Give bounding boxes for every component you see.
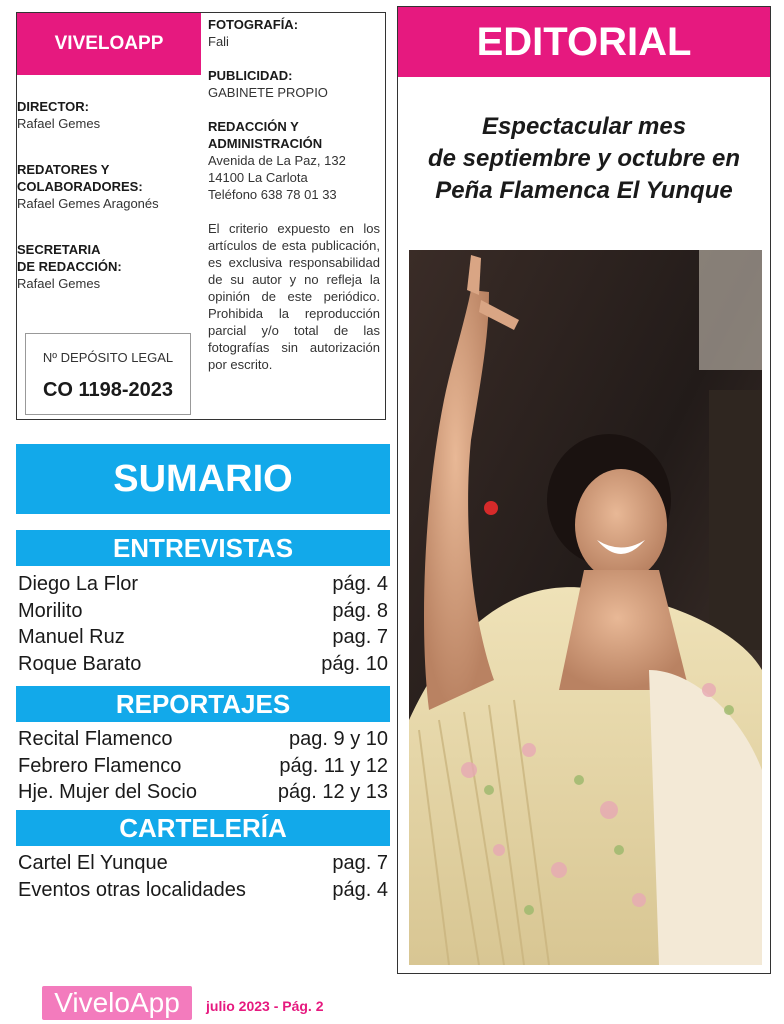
director-block: [17, 98, 199, 132]
advertising-value: GABINETE PROPIO: [208, 85, 328, 100]
headline-line-2: de septiembre y octubre en: [427, 145, 741, 172]
photography-value: Fali: [208, 34, 229, 49]
item-page: pág. 12 y 13: [277, 781, 388, 803]
section-header-listings: CARTELERÍA: [16, 810, 390, 846]
item-title: Manuel Ruz: [18, 626, 125, 648]
masthead-right-column: [208, 16, 380, 373]
item-page: pág. 8: [332, 599, 388, 622]
list-item[interactable]: [18, 598, 388, 625]
address-line-1: Avenida de La Paz, 132: [208, 153, 346, 168]
list-item[interactable]: [18, 571, 388, 598]
item-page: pag. 7: [332, 852, 388, 874]
item-page: pag. 7: [332, 626, 388, 648]
advertising-block: [208, 67, 380, 101]
address-line-2: 14100 La Carlota: [208, 170, 308, 185]
legal-deposit-box: [25, 333, 191, 415]
page-number: julio 2023 - Pág. 2: [206, 998, 324, 1014]
item-page: pág. 10: [321, 652, 388, 675]
list-item[interactable]: [18, 726, 388, 753]
photography-label: FOTOGRAFÍA:: [208, 17, 299, 32]
editorial-headline: [404, 111, 764, 207]
interviews-list: [18, 571, 388, 677]
item-title: Eventos otras localidades: [18, 878, 246, 901]
editorial-title: EDITORIAL: [398, 7, 770, 77]
legal-deposit-label: Nº DEPÓSITO LEGAL: [42, 350, 174, 365]
editors-block: [17, 161, 199, 212]
item-title: Diego La Flor: [18, 573, 139, 595]
item-page: pág. 4: [332, 878, 388, 901]
section-header-reports: REPORTAJES: [16, 686, 390, 722]
item-title: Recital Flamenco: [18, 728, 173, 750]
flamenco-dancer-photo: [409, 250, 762, 965]
secretary-label-line-1: SECRETARIA: [17, 242, 101, 257]
list-item[interactable]: [18, 779, 388, 806]
phone-number: Teléfono 638 78 01 33: [208, 187, 337, 202]
listings-list: [18, 850, 388, 903]
summary-title: SUMARIO: [16, 444, 390, 514]
headline-line-1: Espectacular mes: [481, 113, 687, 140]
administration-label-line-1: REDACCIÓN Y: [208, 119, 299, 134]
brand-label: VIVELOAPP: [17, 13, 201, 75]
list-item[interactable]: [18, 753, 388, 780]
headline-line-3: Peña Flamenca El Yunque: [435, 177, 733, 204]
masthead-left-column: [17, 98, 199, 321]
secretary-value: Rafael Gemes: [17, 276, 101, 291]
flamenco-dancer-illustration: [409, 250, 762, 965]
editors-label-line-2: COLABORADORES:: [17, 179, 143, 194]
legal-deposit-number: CO 1198-2023: [42, 379, 174, 401]
advertising-label: PUBLICIDAD:: [208, 68, 293, 83]
item-title: Hje. Mujer del Socio: [18, 781, 197, 803]
item-title: Morilito: [18, 599, 83, 622]
editors-label-line-1: REDATORES Y: [17, 162, 110, 177]
director-label: DIRECTOR:: [17, 99, 89, 114]
disclaimer-text: El criterio expuesto en los artículos de esta publicación, es exclusiva responsabilidad de su autor y no refleja la opinión de este periódico. Prohibida la reproducción parcial y/o total de las fotografías sin autorización por escrito.: [208, 221, 380, 372]
footer-logo: ViveloApp: [42, 986, 192, 1020]
secretary-block: [17, 241, 199, 292]
item-page: pag. 9 y 10: [289, 728, 388, 750]
list-item[interactable]: [18, 850, 388, 877]
administration-block: [208, 118, 380, 203]
section-header-interviews: ENTREVISTAS: [16, 530, 390, 566]
item-page: pág. 4: [332, 573, 388, 595]
masthead-box: [16, 12, 386, 420]
secretary-label-line-2: DE REDACCIÓN:: [17, 259, 122, 274]
editors-value: Rafael Gemes Aragonés: [17, 196, 159, 211]
reports-list: [18, 726, 388, 806]
item-title: Cartel El Yunque: [18, 852, 168, 874]
director-value: Rafael Gemes: [17, 116, 101, 131]
item-page: pág. 11 y 12: [279, 754, 388, 777]
editorial-box: [397, 6, 771, 974]
photography-block: [208, 16, 380, 50]
list-item[interactable]: [18, 624, 388, 651]
list-item[interactable]: [18, 877, 388, 904]
list-item[interactable]: [18, 651, 388, 678]
administration-label-line-2: ADMINISTRACIÓN: [208, 136, 323, 151]
item-title: Roque Barato: [18, 652, 142, 675]
item-title: Febrero Flamenco: [18, 754, 182, 777]
